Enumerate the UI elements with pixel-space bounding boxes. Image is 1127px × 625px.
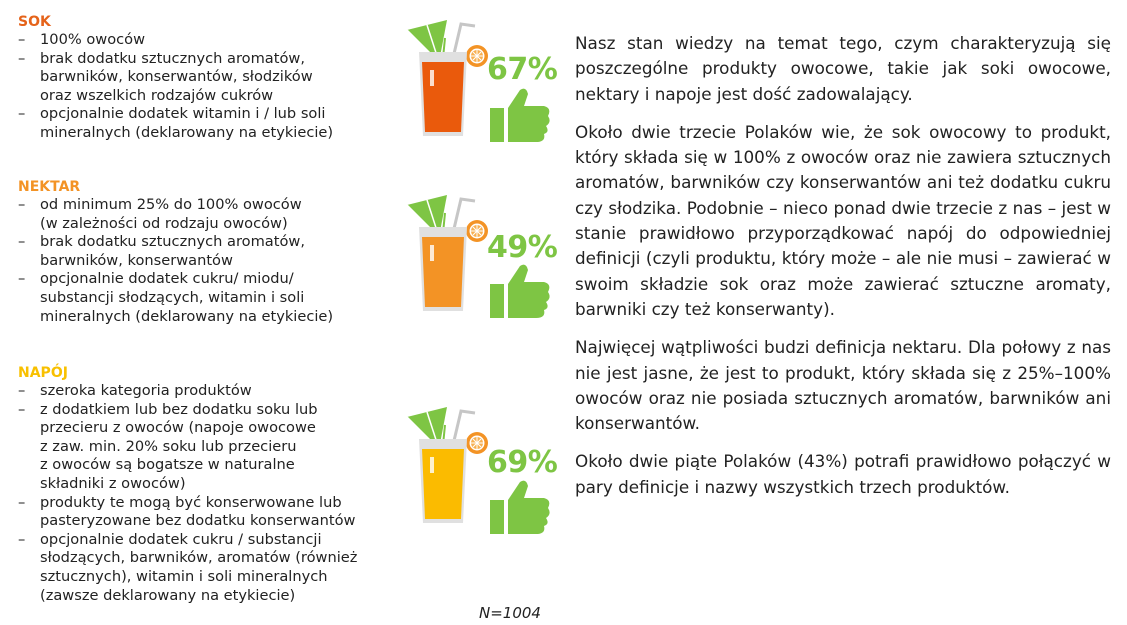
list-item: – opcjonalnie dodatek witamin i / lub soli mineralnych (deklarowany na etykiecie) xyxy=(18,105,333,142)
paragraph: Około dwie trzecie Polaków wie, że sok owocowy to produkt, który składa się w 100% z owoców oraz nie zawiera sztucznych aromatów, barwników czy konserwantów ani też dodatku cukru czy słodzika. Podobnie – nieco ponad dwie trzecie z nas – jest w stanie prawidłowo przyporządkować napój do odpowiedniej definicji (czyli produktu, który może – ale nie musi – zawierać w swoim składzie sok oraz może zawierać sztuczne aromaty, barwniki czy też konserwanty). xyxy=(575,121,1111,319)
summary-text xyxy=(575,31,1111,513)
category-nektar xyxy=(18,179,333,326)
category-title: NAPÓJ xyxy=(18,365,68,381)
percent-label: 69% xyxy=(487,445,558,480)
category-title: NEKTAR xyxy=(18,179,81,195)
paragraph: Nasz stan wiedzy na temat tego, czym charakteryzują się poszczególne produkty owocowe, takie jak soki owocowe, nektary i napoje jest dość zadowalający. xyxy=(575,33,1111,104)
list-item: – 100% owoców xyxy=(18,31,333,50)
percent-label: 49% xyxy=(487,230,558,265)
category-sok xyxy=(18,14,333,143)
list-item: – szeroka kategoria produktów xyxy=(18,382,357,401)
paragraph: Około dwie piąte Polaków (43%) potrafi prawidłowo połączyć w pary definicje i nazwy wszystkich trzech produktów. xyxy=(575,451,1111,497)
definition-list xyxy=(18,382,357,605)
thumbs-up-icon xyxy=(486,262,554,320)
category-napoj xyxy=(18,365,357,605)
list-item: – od minimum 25% do 100% owoców (w zależności od rodzaju owoców) xyxy=(18,196,333,233)
definition-list xyxy=(18,196,333,326)
thumbs-up-icon xyxy=(486,86,554,144)
list-item: – produkty te mogą być konserwowane lub pasteryzowane bez dodatku konserwantów xyxy=(18,494,357,531)
list-item: – brak dodatku sztucznych aromatów, barwników, konserwantów xyxy=(18,233,333,270)
definition-list xyxy=(18,31,333,143)
paragraph: Najwięcej wątpliwości budzi definicja nektaru. Dla połowy z nas nie jest jasne, że jest to produkt, który składa się z 25%–100% owoców oraz nie posiada sztucznych aromatów, barwników ani konserwantów. xyxy=(575,337,1111,434)
category-title: SOK xyxy=(18,14,51,30)
list-item: – z dodatkiem lub bez dodatku soku lub przecieru z owoców (napoje owocowe z zaw. min. 20% soku lub przecieru z owoców są bogatsze w naturalne składniki z owoców) xyxy=(18,401,357,494)
sample-size-label: N=1004 xyxy=(479,604,541,622)
percent-label: 67% xyxy=(487,52,558,87)
list-item: – brak dodatku sztucznych aromatów, barwników, konserwantów, słodzików oraz wszelkich rodzajów cukrów xyxy=(18,50,333,106)
list-item: – opcjonalnie dodatek cukru/ miodu/ substancji słodzących, witamin i soli mineralnych (deklarowany na etykiecie) xyxy=(18,270,333,326)
list-item: – opcjonalnie dodatek cukru / substancji słodzących, barwników, aromatów (również sztucznych), witamin i soli mineralnych (zawsze deklarowany na etykiecie) xyxy=(18,531,357,605)
thumbs-up-icon xyxy=(486,478,554,536)
